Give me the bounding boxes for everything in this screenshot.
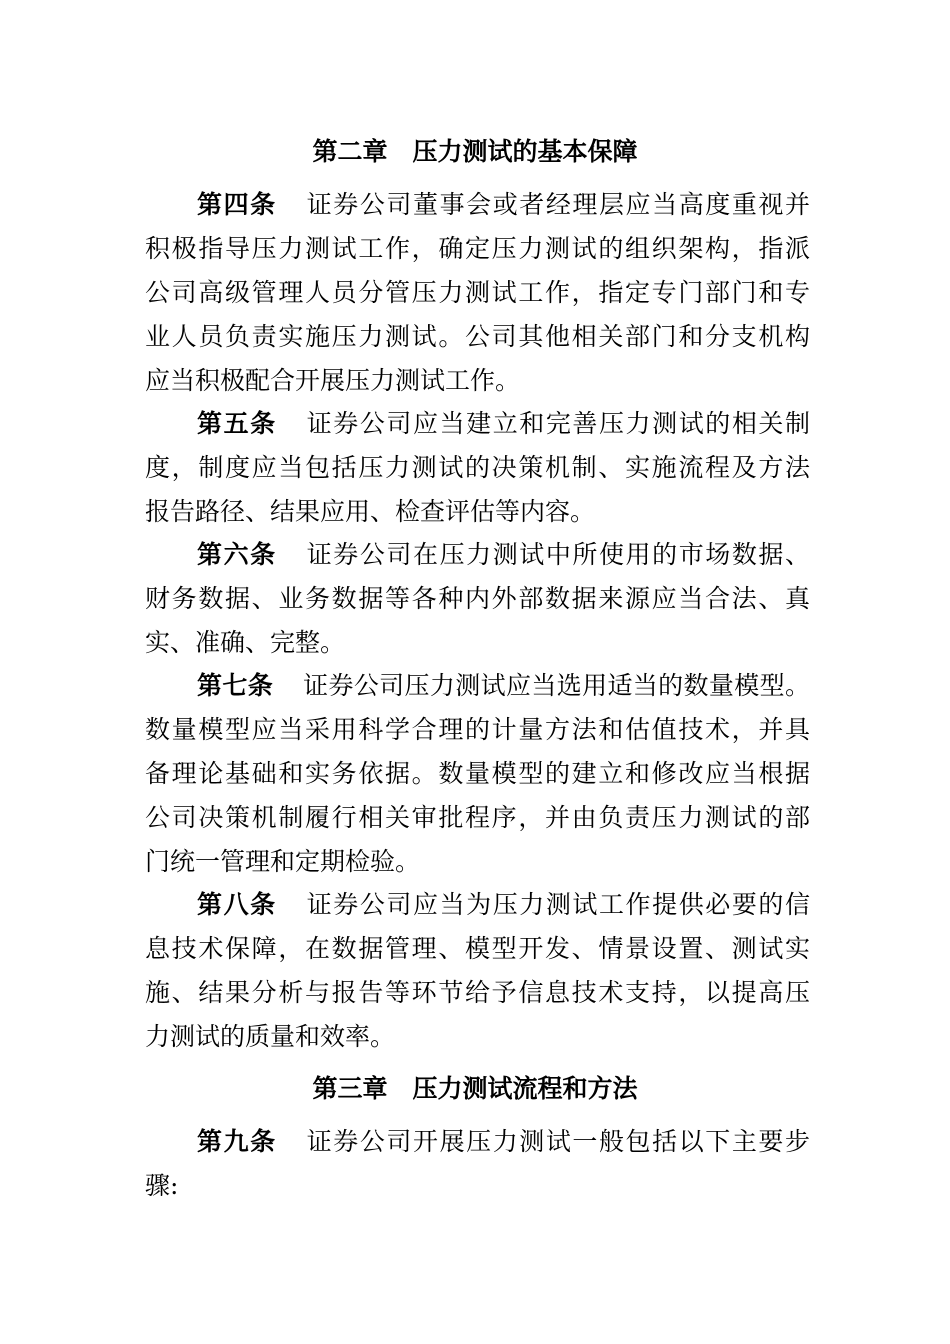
article-5-text-line-1: 证券公司应当建立和完善压力测试的相关制 (306, 409, 810, 438)
article-5-label: 第五条 (197, 409, 277, 438)
chapter-2-heading: 第二章 压力测试的基本保障 (312, 137, 638, 166)
article-4-text-line-5: 应当积极配合开展压力测试工作。 (145, 366, 521, 395)
article-8-text-line-2: 息技术保障，在数据管理、模型开发、情景设置、测试实 (145, 934, 810, 963)
article-7-text-line-5: 门统一管理和定期检验。 (145, 847, 421, 876)
article-5-text-line-2: 度，制度应当包括压力测试的决策机制、实施流程及方法 (145, 453, 810, 482)
chapter-3-heading: 第三章 压力测试流程和方法 (312, 1074, 638, 1103)
article-7-text-line-1: 证券公司压力测试应当选用适当的数量模型。 (303, 671, 810, 700)
article-6-text-line-1: 证券公司在压力测试中所使用的市场数据、 (306, 540, 810, 569)
article-7-text-line-4: 公司决策机制履行相关审批程序，并由负责压力测试的部 (145, 803, 810, 832)
article-7-text-line-2: 数量模型应当采用科学合理的计量方法和估值技术，并具 (145, 715, 810, 744)
article-6-label: 第六条 (197, 540, 277, 569)
article-8-label: 第八条 (197, 890, 277, 919)
article-4-text-line-4: 业人员负责实施压力测试。公司其他相关部门和分支机构 (145, 322, 810, 351)
article-6-text-line-2: 财务数据、业务数据等各种内外部数据来源应当合法、真 (145, 584, 810, 613)
article-4-text-line-2: 积极指导压力测试工作，确定压力测试的组织架构，指派 (145, 234, 810, 263)
article-7-first-line (197, 664, 810, 708)
article-4-text-line-1: 证券公司董事会或者经理层应当高度重视并 (306, 190, 810, 219)
article-8-text-line-4: 力测试的质量和效率。 (145, 1022, 396, 1051)
article-7-text-line-3: 备理论基础和实务依据。数量模型的建立和修改应当根据 (145, 759, 810, 788)
article-8-first-line (197, 883, 810, 927)
article-6-first-line (197, 533, 810, 577)
article-4-label: 第四条 (197, 190, 277, 219)
article-5-text-line-3: 报告路径、结果应用、检查评估等内容。 (145, 497, 596, 526)
article-9-text-line-1: 证券公司开展压力测试一般包括以下主要步 (306, 1127, 810, 1156)
article-4-first-line (197, 183, 810, 227)
article-9-first-line (197, 1120, 810, 1164)
article-5-first-line (197, 402, 810, 446)
article-8-text-line-3: 施、结果分析与报告等环节给予信息技术支持，以提高压 (145, 978, 810, 1007)
article-6-text-line-3: 实、准确、完整。 (145, 628, 346, 657)
article-4-text-line-3: 公司高级管理人员分管压力测试工作，指定专门部门和专 (145, 278, 810, 307)
article-9-text-line-2: 骤: (145, 1171, 179, 1200)
article-8-text-line-1: 证券公司应当为压力测试工作提供必要的信 (306, 890, 810, 919)
article-7-label: 第七条 (197, 671, 274, 700)
article-9-label: 第九条 (197, 1127, 277, 1156)
